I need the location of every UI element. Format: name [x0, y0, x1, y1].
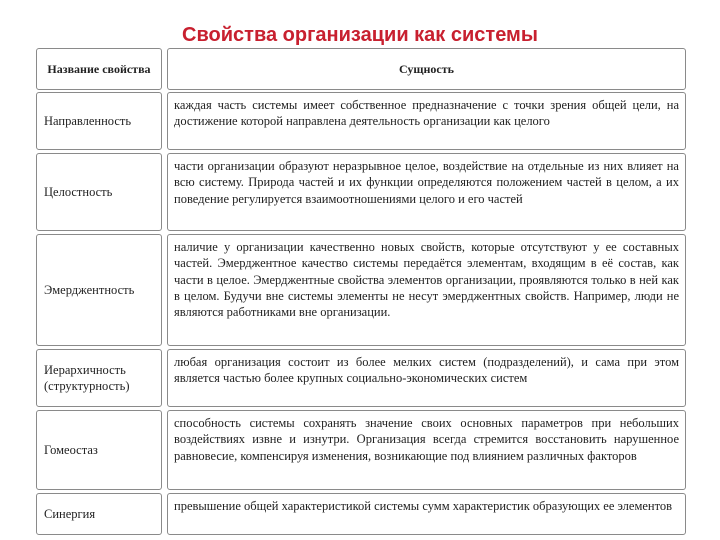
- table-row: [36, 410, 686, 490]
- property-name: Эмерджентность: [36, 234, 162, 346]
- property-description: способность системы сохранять значение своих основных параметров при небольших воздействиях извне и изнутри. Организация всегда стремится восстановить нарушенное равновесие, компенсируя изменения, возникающие под влиянием различных факторов: [167, 410, 686, 490]
- property-name: Синергия: [36, 493, 162, 535]
- table-row: [36, 493, 686, 535]
- property-name: Направленность: [36, 92, 162, 150]
- property-description: любая организация состоит из более мелких систем (подразделений), и сама при этом является частью более крупных социально-экономических систем: [167, 349, 686, 407]
- properties-table: [36, 48, 686, 521]
- property-description: части организации образуют неразрывное целое, воздействие на отдельные из них влияет на всю систему. Природа частей и их функции определяются положением частей в целом, а их поведение регулируется взаимоотношениями целого и его частей: [167, 153, 686, 231]
- table-row: [36, 153, 686, 231]
- property-name: Целостность: [36, 153, 162, 231]
- table-row: [36, 234, 686, 346]
- table-row: [36, 349, 686, 407]
- table-header: [36, 48, 686, 92]
- property-description: наличие у организации качественно новых свойств, которые отсутствуют у ее составных частей. Эмерджентное качество системы передаётся элементам, входящим в её состав, как части в целое. Эмерджентные свойства элементов организации, проявляются только в ней как в целом. Будучи вне системы элементы не несут эмерджентных свойств. Например, люди не являются работниками вне организации.: [167, 234, 686, 346]
- header-essence: Сущность: [167, 48, 686, 90]
- table-row: [36, 92, 686, 150]
- property-description: превышение общей характеристикой системы сумм характеристик образующих ее элементов: [167, 493, 686, 535]
- property-name: Гомеостаз: [36, 410, 162, 490]
- header-property-name: Название свойства: [36, 48, 162, 90]
- property-description: каждая часть системы имеет собственное предназначение с точки зрения общей цели, на достижение которой направлена деятельность организации как целого: [167, 92, 686, 150]
- page-title: Свойства организации как системы: [182, 24, 538, 46]
- property-name: Иерархичность (структурность): [36, 349, 162, 407]
